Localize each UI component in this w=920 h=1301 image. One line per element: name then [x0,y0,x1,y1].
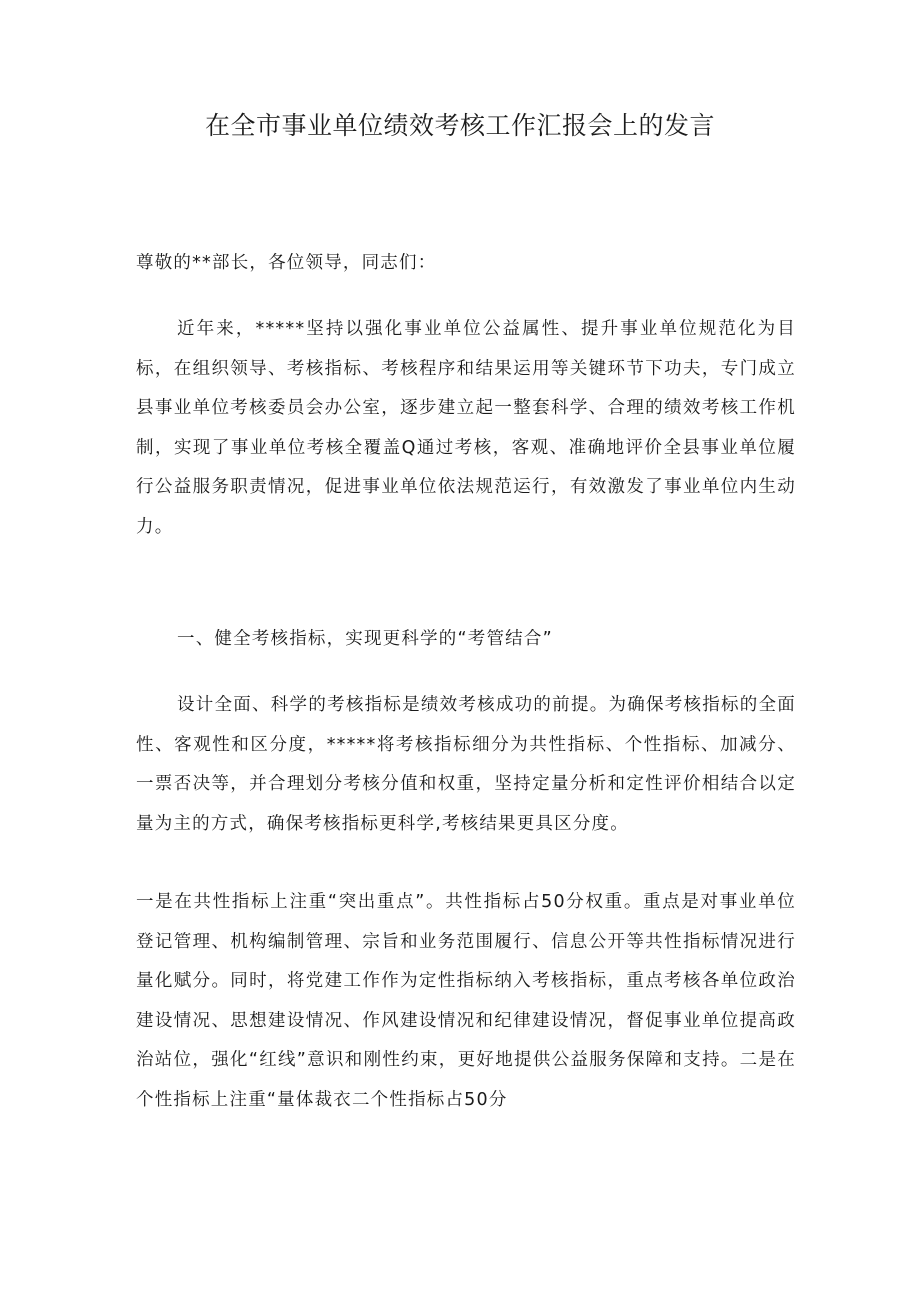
section-points-paragraph: 一是在共性指标上注重“突出重点”。共性指标占50分权重。重点是对事业单位登记管理、机构编制管理、宗旨和业务范围履行、信息公开等共性指标情况进行量化赋分。同时，将党建工作作为定性指标纳入考核指标，重点考核各单位政治建设情况、思想建设情况、作风建设情况和纪律建设情况，督促事业单位提高政治站位，强化“红线”意识和刚性约束，更好地提供公益服务保障和支持。二是在个性指标上注重“量体裁衣二个性指标占50分 [136,892,796,1110]
document-title: 在全市事业单位绩效考核工作汇报会上的发言 [204,111,715,140]
section-body-paragraph: 设计全面、科学的考核指标是绩效考核成功的前提。为确保考核指标的全面性、客观性和区分度，*****将考核指标细分为共性指标、个性指标、加减分、一票否决等，并合理划分考核分值和权重，坚持定量分析和定性评价相结合以定量为主的方式，确保考核指标更科学,考核结果更具区分度。 [136,695,796,834]
salutation: 尊敬的**部长，各位领导，同志们： [136,253,437,273]
section-heading: 一、健全考核指标，实现更科学的“考管结合” [177,629,553,649]
intro-paragraph: 近年来，*****坚持以强化事业单位公益属性、提升事业单位规范化为目标，在组织领导、考核指标、考核程序和结果运用等关键环节下功夫，专门成立县事业单位考核委员会办公室，逐步建立起一整套科学、合理的绩效考核工作机制，实现了事业单位考核全覆盖Q通过考核，客观、准确地评价全县事业单位履行公益服务职责情况，促进事业单位依法规范运行，有效激发了事业单位内生动力。 [136,319,796,537]
